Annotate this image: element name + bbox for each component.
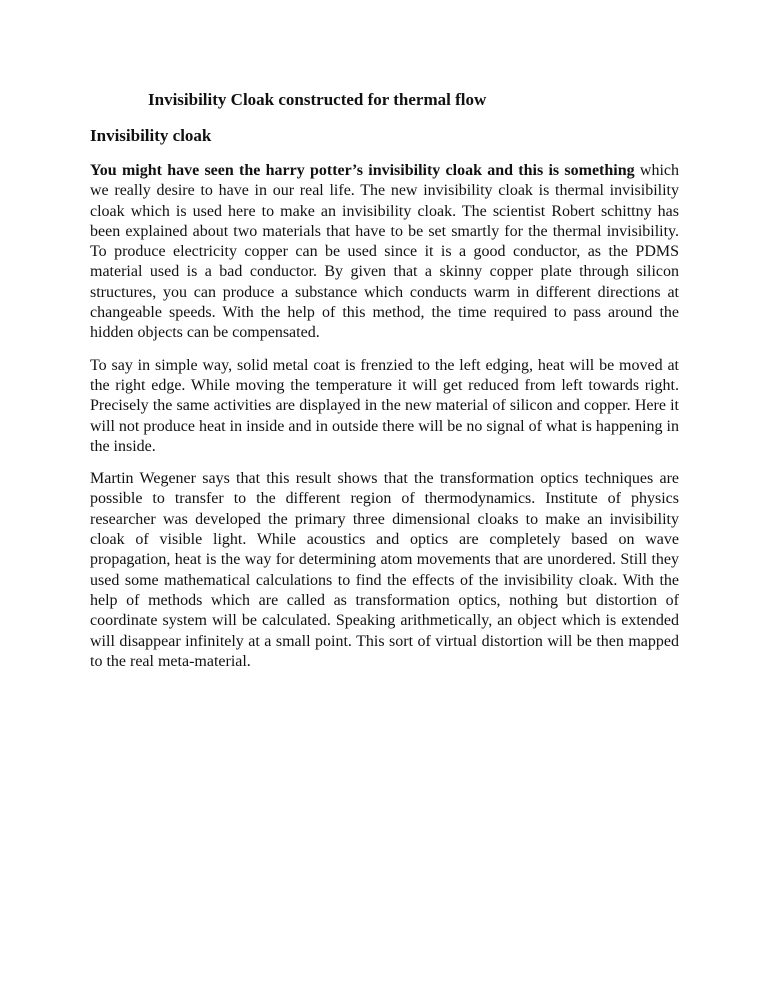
section-heading: Invisibility cloak: [90, 126, 212, 145]
paragraph-3: Martin Wegener says that this result shows that the transformation optics techniques are possible to transfer to the different region of thermodynamics. Institute of physics researcher was developed the primary three dimensional cloaks to make an invisibility cloak of visible light. While acoustics and optics are completely based on wave propagation, heat is the way for determining atom movements that are unordered. Still they used some mathematical calculations to find the effects of the invisibility cloak. With the help of methods which are called as transformation optics, nothing but distortion of coordinate system will be calculated. Speaking arithmetically, an object which is extended will disappear infinitely at a small point. This sort of virtual distortion will be then mapped to the real meta-material.: [90, 470, 679, 670]
paragraph-1-lead: You might have seen the harry potter’s invisibility cloak and this is something: [90, 162, 635, 179]
document-page: [90, 88, 679, 672]
paragraph-1-body: which we really desire to have in our real life. The new invisibility cloak is thermal invisibility cloak which is used here to make an invisibility cloak. The scientist Robert schittny has been explained about two materials that have to be set smartly for the thermal invisibility. To produce electricity copper can be used since it is a good conductor, as the PDMS material used is a bad conductor. By given that a skinny copper plate through silicon structures, you can produce a substance which conducts warm in different directions at changeable speeds. With the help of this method, the time required to pass around the hidden objects can be compensated.: [90, 162, 679, 342]
document-title: Invisibility Cloak constructed for thermal flow: [148, 90, 487, 109]
paragraph-2: To say in simple way, solid metal coat is frenzied to the left edging, heat will be moved at the right edge. While moving the temperature it will get reduced from left towards right. Precisely the same activities are displayed in the new material of silicon and copper. Here it will not produce heat in inside and in outside there will be no signal of what is happening in the inside.: [90, 356, 679, 455]
paragraph-1: [90, 161, 679, 344]
